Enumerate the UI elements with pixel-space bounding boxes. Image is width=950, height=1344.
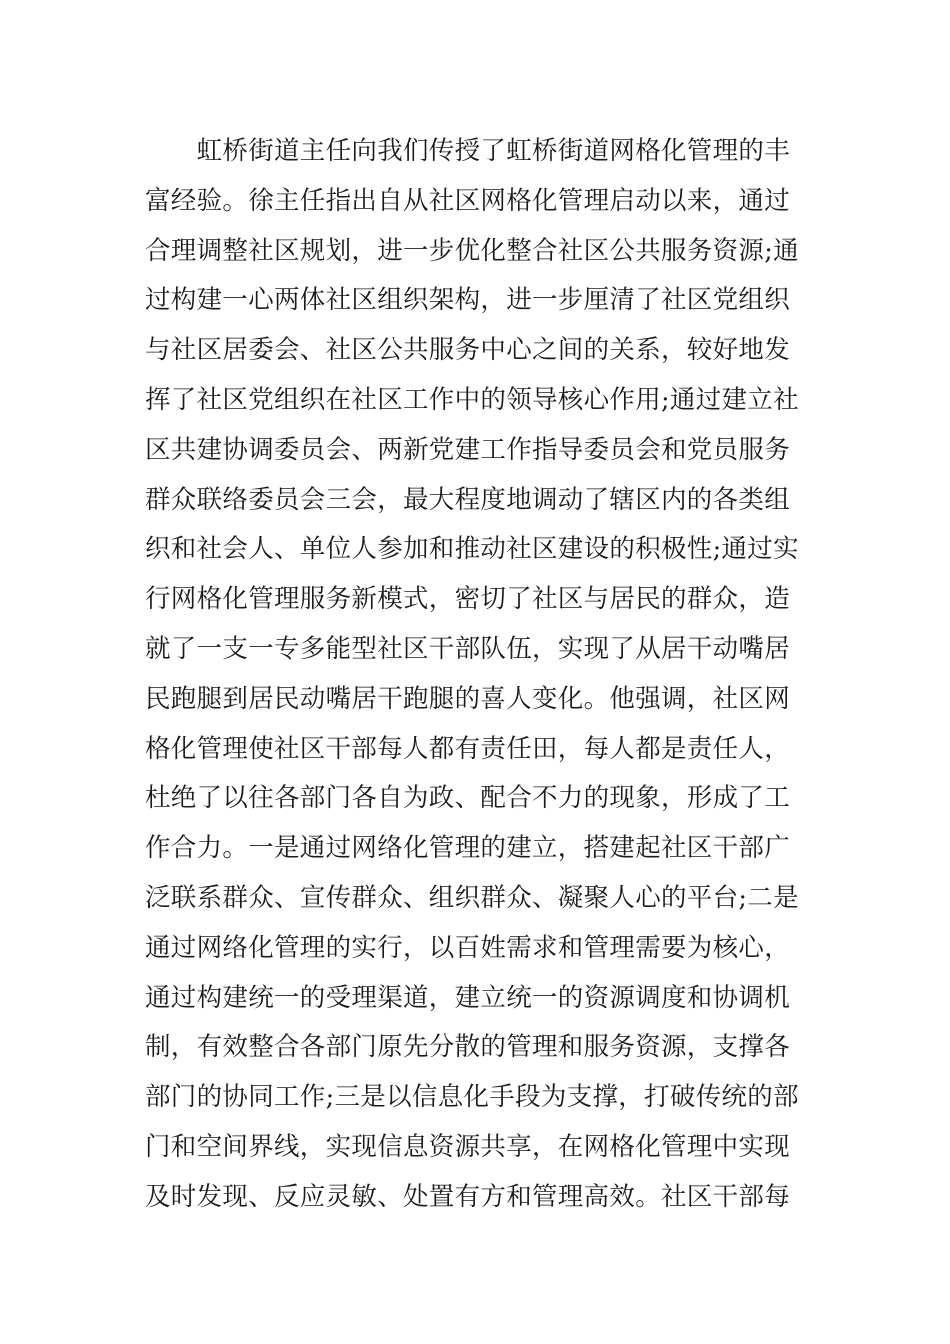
text-line: 通过网络化管理的实行，以百姓需求和管理需要为核心， (145, 932, 791, 963)
text-line: 格化管理使社区干部每人都有责任田，每人都是责任人， (145, 733, 791, 764)
text-line: 民跑腿到居民动嘴居干跑腿的喜人变化。他强调，社区网 (145, 683, 791, 714)
text-line: 部门的协同工作;三是以信息化手段为支撑，打破传统的部 (145, 1082, 799, 1113)
text-line: 作合力。一是通过网络化管理的建立，搭建起社区干部广 (145, 833, 791, 864)
text-line: 富经验。徐主任指出自从社区网格化管理启动以来，通过 (145, 185, 791, 216)
body-paragraph (145, 127, 810, 1223)
text-line: 虹桥街道主任向我们传授了虹桥街道网格化管理的丰 (145, 136, 791, 166)
text-line: 及时发现、反应灵敏、处置有方和管理高效。社区干部每 (145, 1181, 791, 1212)
text-line: 门和空间界线，实现信息资源共享，在网格化管理中实现 (145, 1131, 791, 1162)
text-line: 区共建协调委员会、两新党建工作指导委员会和党员服务 (145, 434, 791, 465)
text-line: 过构建一心两体社区组织架构，进一步厘清了社区党组织 (145, 285, 791, 316)
text-line: 制，有效整合各部门原先分散的管理和服务资源，支撑各 (145, 1032, 791, 1063)
text-line: 杜绝了以往各部门各自为政、配合不力的现象，形成了工 (145, 783, 791, 814)
text-line: 群众联络委员会三会，最大程度地调动了辖区内的各类组 (145, 484, 791, 515)
text-line: 挥了社区党组织在社区工作中的领导核心作用;通过建立社 (145, 384, 799, 415)
text-line: 与社区居委会、社区公共服务中心之间的关系，较好地发 (145, 335, 791, 366)
text-line: 就了一支一专多能型社区干部队伍，实现了从居干动嘴居 (145, 633, 791, 664)
text-line: 通过构建统一的受理渠道，建立统一的资源调度和协调机 (145, 982, 791, 1013)
text-line: 泛联系群众、宣传群众、组织群众、凝聚人心的平台;二是 (145, 882, 799, 913)
text-line: 合理调整社区规划，进一步优化整合社区公共服务资源;通 (145, 235, 799, 266)
text-line: 行网格化管理服务新模式，密切了社区与居民的群众，造 (145, 584, 791, 615)
text-line: 织和社会人、单位人参加和推动社区建设的积极性;通过实 (145, 534, 799, 565)
